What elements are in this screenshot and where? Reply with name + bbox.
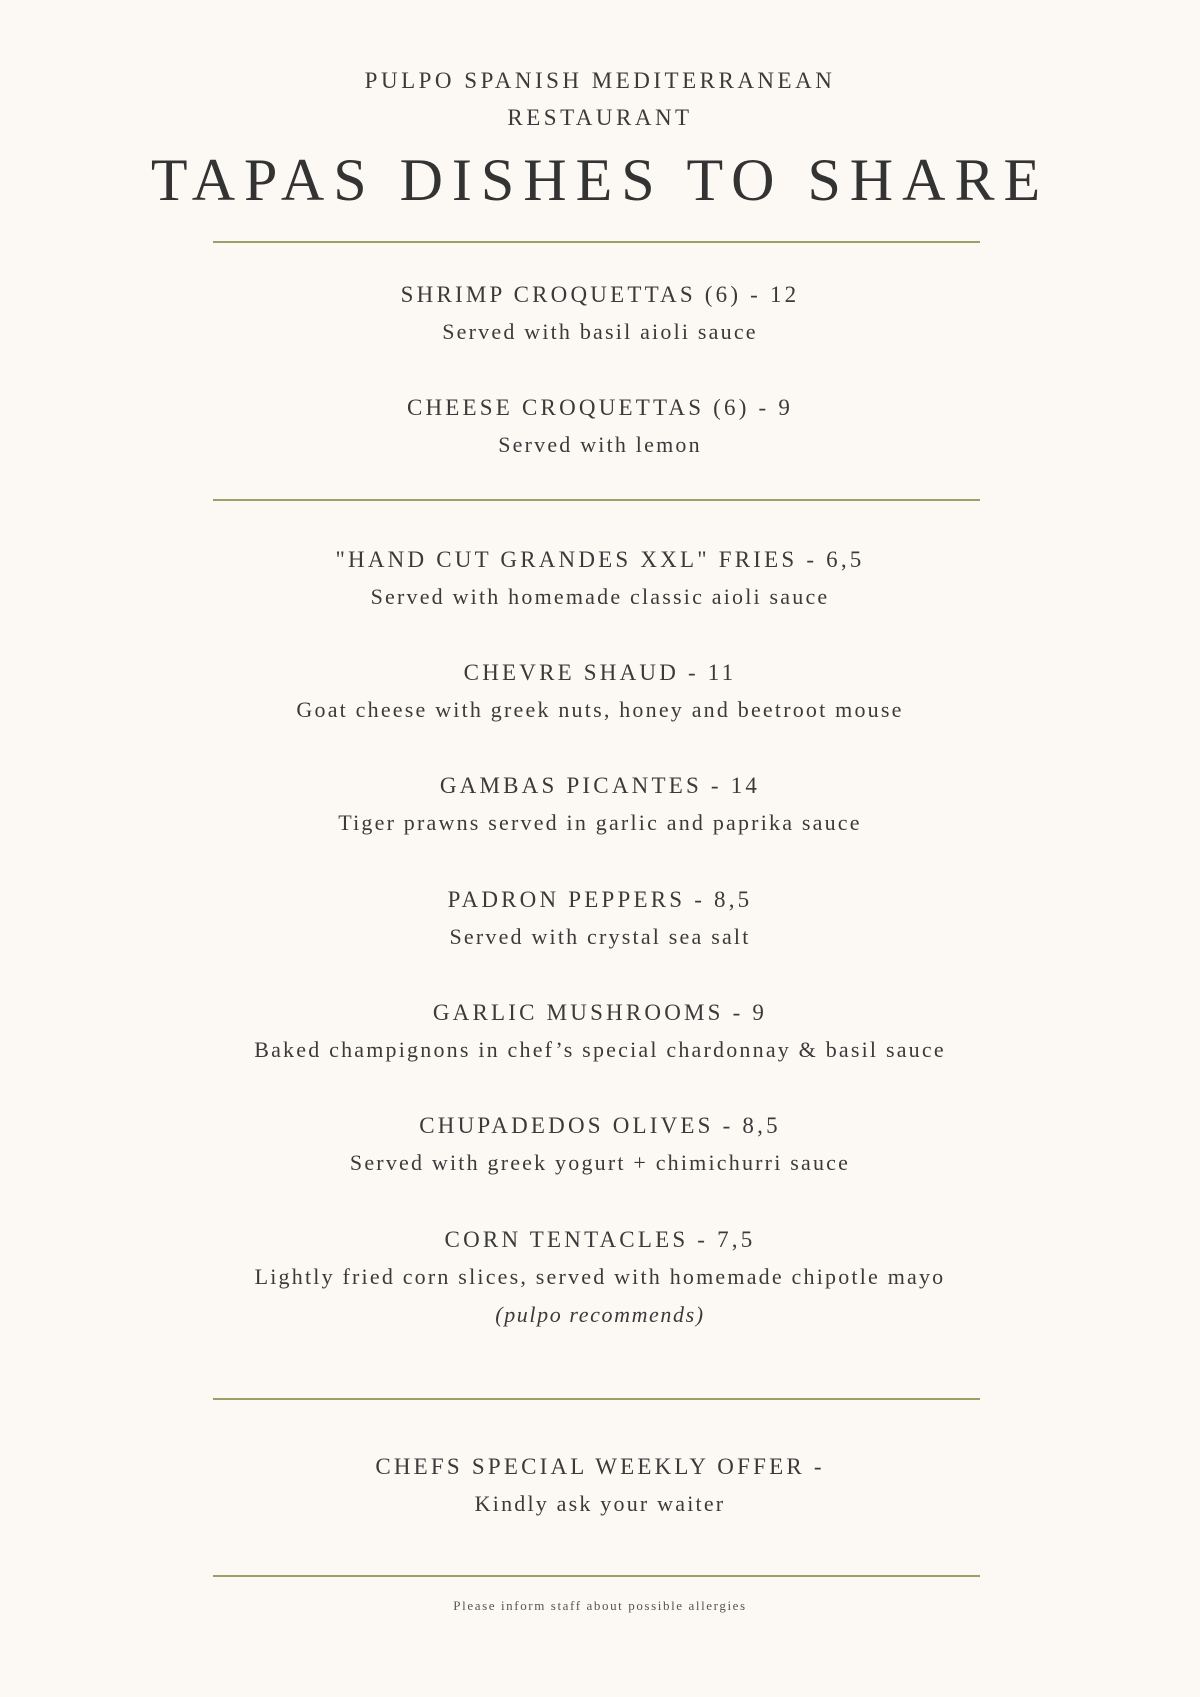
dish-description-gambas-picantes: Tiger prawns served in garlic and paprika sauce [338,810,862,835]
dish-name-weekly-offer: CHEFS SPECIAL WEEKLY OFFER - [375,1454,825,1479]
dish-note-corn-tentacles: (pulpo recommends) [495,1302,705,1327]
dish-description-padron-peppers: Served with crystal sea salt [449,924,751,949]
dish-name-gambas-picantes: GAMBAS PICANTES - 14 [439,773,761,798]
dish-description-corn-tentacles: Lightly fried corn slices, served with homemade chipotle mayo [254,1264,946,1289]
dish-name-garlic-mushrooms: GARLIC MUSHROOMS - 9 [432,1000,768,1025]
dish-name-chevre-shaud: CHEVRE SHAUD - 11 [463,660,737,685]
dish-description-weekly-offer: Kindly ask your waiter [474,1491,726,1516]
divider-bottom [213,1575,980,1577]
divider-top [213,241,980,243]
restaurant-name [0,62,1200,136]
restaurant-name-line2: RESTAURANT [507,105,693,130]
dish-description-garlic-mushrooms: Baked champignons in chef’s special chardonnay & basil sauce [254,1037,946,1062]
dish-name-shrimp-croquettas: SHRIMP CROQUETTAS (6) - 12 [400,282,800,307]
dish-name-corn-tentacles: CORN TENTACLES - 7,5 [444,1227,756,1252]
divider-section-2 [213,499,980,501]
dish-name-fries: "HAND CUT GRANDES XXL" FRIES - 6,5 [335,547,865,572]
dish-description-chupadedos-olives: Served with greek yogurt + chimichurri sauce [349,1150,851,1175]
dish-description-shrimp-croquettas: Served with basil aioli sauce [442,319,758,344]
dish-name-chupadedos-olives: CHUPADEDOS OLIVES - 8,5 [419,1113,781,1138]
dish-description-chevre-shaud: Goat cheese with greek nuts, honey and beetroot mouse [296,697,904,722]
dish-name-padron-peppers: PADRON PEPPERS - 8,5 [447,887,753,912]
dish-name-cheese-croquettas: CHEESE CROQUETTAS (6) - 9 [406,395,794,420]
menu-title: TAPAS DISHES TO SHARE [150,147,1050,213]
dish-description-fries: Served with homemade classic aioli sauce [370,584,830,609]
restaurant-name-line1: PULPO SPANISH MEDITERRANEAN [364,68,836,93]
divider-section-3 [213,1398,980,1400]
dish-description-cheese-croquettas: Served with lemon [498,432,702,457]
allergy-note: Please inform staff about possible allergies [453,1598,747,1613]
